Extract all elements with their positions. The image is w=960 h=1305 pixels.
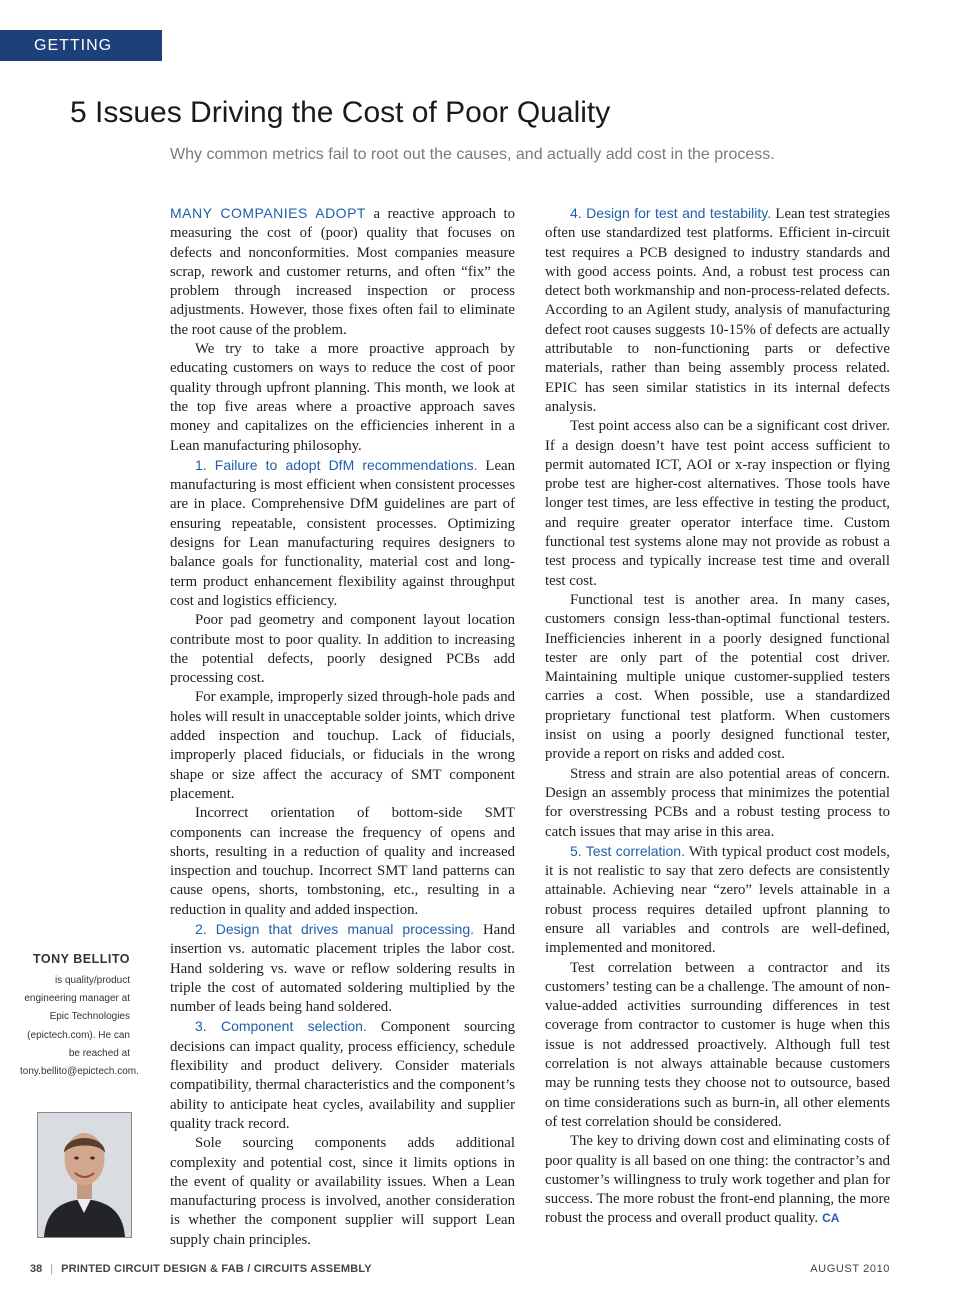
issue-3-text: Component sourcing decisions can impact quality, process efficiency, schedule flexibility and product delivery. Consider materials compatibility, thermal characteristics and the component’s ability to anticipate heat cycles, availability and supplier quality track record. [170, 1019, 516, 1132]
body-paragraph: We try to take a more proactive approach by educating customers on ways to reduce the cost of poor quality through upfront planning. This month, we look at the top five areas where a proactive approach saves money and capitalizes on the efficiencies inherent in a Lean manufacturing philosophy. [170, 341, 515, 454]
author-portrait-icon [38, 1113, 131, 1237]
author-bio: is quality/product engineering manager at Epic Technologies (epictech.com). He can be reached at tony.bellito@epictech.com. [20, 975, 139, 1078]
page-number: 38 [30, 1263, 43, 1275]
issue-3-paragraph [170, 1017, 515, 1134]
issue-2-text: Hand insertion vs. automatic placement triples the labor cost. Hand soldering vs. wave or reflow soldering results in triple the cost of automated soldering multiplied by the number of leads being hand soldered. [170, 921, 516, 1016]
body-paragraph: Stress and strain are also potential areas of concern. Design an assembly process that minimizes the potential for overstressing PCBs and a robust testing process to catch issues that may arise in this area. [545, 765, 890, 840]
body-paragraph: Sole sourcing components adds additional complexity and potential cost, since it limits options in the event of quality or availability issues. When a Lean manufacturing process is involved, another consideration is whether the component supplier will support Lean supply chain principles. [170, 1135, 515, 1248]
issue-4-text: Lean test strategies often use standardized test platforms. Efficient in-circuit test requires a PCB designed to industry standards and with good access points. And, a robust test process can detect both workmanship and non-process-related defects. According to an Agilent study, analysis of manufacturing defect root causes suggests 10-15% of defects are actually attributable to non-functioning parts or defective materials, rather than being assembly process related. EPIC has seen similar statistics in its internal defects analysis. [545, 206, 890, 415]
end-mark: CA [822, 1211, 840, 1226]
issue-1-text: Lean manufacturing is most efficient when consistent processes are in place. Comprehensive DfM guidelines are part of ensuring repeatable, consistent processes. Optimizing designs for Lean manufacturing requires designers to balance goals for functionality, material cost and long-term product enhancement flexibility against throughput cost and logistics efficiency. [170, 457, 515, 609]
author-box [20, 952, 139, 1081]
body-paragraph: Poor pad geometry and component layout location contribute most to poor quality. In addition to increasing the potential defects, poorly designed PCBs add processing cost. [170, 612, 515, 687]
left-column [170, 204, 515, 1250]
right-column [545, 204, 890, 1229]
body-paragraph: Test point access also can be a significant cost driver. If a design doesn’t have test point access sufficient to permit automated ICT, AOI or x-ray inspection or flying probe test are higher-cost alternatives. Those tools have longer test times, are less effective in testing the product, and require greater operator interface time. Custom functional test systems alone may not provide as robust a test process and typically increase test time and overall test cost. [545, 418, 890, 589]
issue-3-heading: 3. Component selection. [195, 1018, 367, 1035]
intro-paragraph [170, 204, 515, 340]
issue-5-paragraph [545, 842, 890, 959]
section-label: GETTING LEAN [0, 30, 162, 61]
body-paragraph: For example, improperly sized through-hole pads and holes will result in unacceptable solder joints, which drive added inspection and touchup. Lack of fiducials, improperly placed fiducials, or fiducials in the wrong shape or size affect the accuracy of SMT component placement. [170, 689, 515, 802]
closing-paragraph [545, 1132, 890, 1228]
intro-lead-in: MANY COMPANIES ADOPT [170, 205, 366, 221]
issue-1-heading: 1. Failure to adopt DfM recommendations. [195, 456, 478, 473]
page-footer [30, 1263, 372, 1275]
issue-5-heading: 5. Test correlation. [570, 842, 685, 859]
issue-2-paragraph [170, 920, 515, 1017]
publication-name: PRINTED CIRCUIT DESIGN & FAB / CIRCUITS ASSEMBLY [61, 1263, 372, 1275]
article-subtitle: Why common metrics fail to root out the causes, and actually add cost in the process. [170, 146, 775, 163]
issue-4-heading: 4. Design for test and testability. [570, 205, 772, 221]
issue-1-paragraph [170, 456, 515, 611]
article-title: 5 Issues Driving the Cost of Poor Quality [70, 96, 611, 129]
footer-separator: | [50, 1263, 54, 1275]
issue-5-text: With typical product cost models, it is not realistic to say that zero defects are consistently attainable. Achieving near “zero” levels attainable in a robust process requires detailed upfront planning to ensure all variables and controls are well-defined, implemented and monitored. [545, 843, 890, 957]
author-name: TONY BELLITO [33, 952, 130, 966]
issue-2-heading: 2. Design that drives manual processing. [195, 920, 475, 937]
author-photo [37, 1112, 132, 1238]
issue-date: AUGUST 2010 [810, 1263, 890, 1275]
issue-4-paragraph [545, 204, 890, 417]
intro-text: a reactive approach to measuring the cost of (poor) quality that focuses on defects and nonconformities. Most companies measure scrap, rework and customer returns, and often “fix” the problem through increased inspection or process adjustments. However, those fixes often fail to eliminate the root cause of the problem. [170, 206, 515, 338]
body-paragraph: Functional test is another area. In many cases, customers consign less-than-optimal functional testers. Inefficiencies inherent in a poorly designed functional tester are only part of the potential cost driver. Maintaining multiple unique customer-supplied testers carries a cost. When possible, use a standardized proprietary functional test platform. When customers insist on using a poorly designed functional tester, provide a report on risks and added cost. [545, 591, 890, 763]
closing-text: The key to driving down cost and eliminating costs of poor quality is all based on one thing: the contractor’s and customer’s willingness to truly work together and plan for success. The more robust the front-end planning, the more robust the process and overall product quality. [545, 1133, 890, 1227]
body-paragraph: Incorrect orientation of bottom-side SMT components can increase the frequency of opens and shorts, resulting in a reduction of quality and increased inspection and touchup. Incorrect SMT land patterns can cause opens, shorts, tombstoning, etc., resulting in a reduction in quality and added inspection. [170, 805, 515, 918]
body-paragraph: Test correlation between a contractor and its customers’ testing can be a challenge. The amount of non-value-added activities surrounding differences in test coverage from contractor to customer is huge when this issue is not addressed proactively. Although full test correlation is not always attainable because customers may be running tests they choose not to outsource, based on time considerations such as burn-in, all other elements of test correlation should be considered. [545, 959, 890, 1130]
